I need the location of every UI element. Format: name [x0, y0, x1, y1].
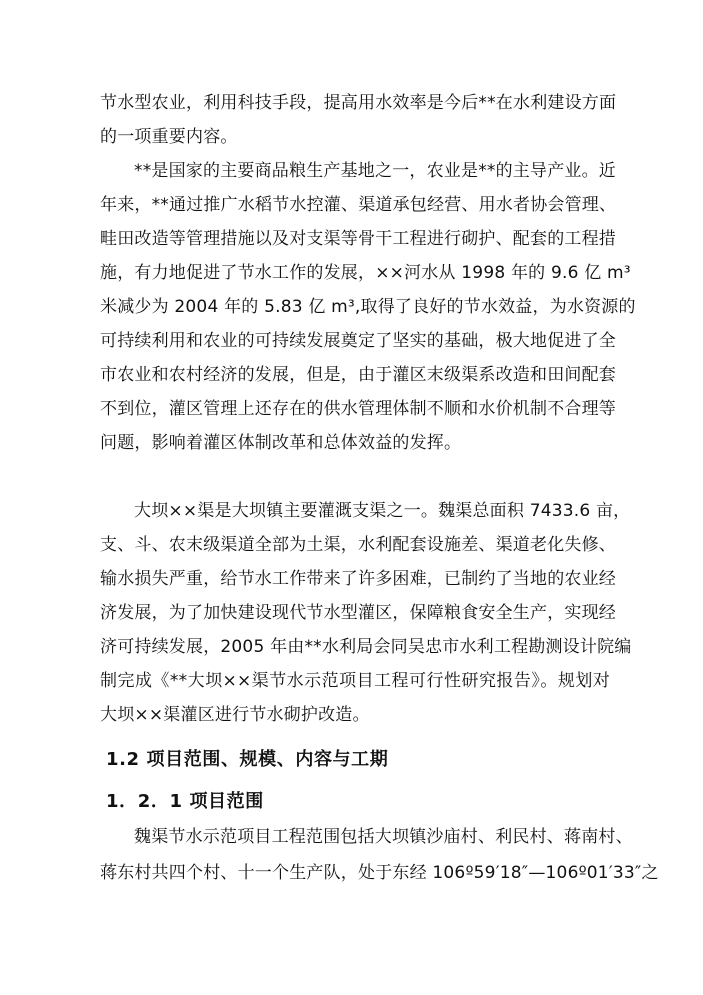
paragraph-line: 大坝××渠是大坝镇主要灌溉支渠之一。魏渠总面积 7433.6 亩，	[134, 501, 631, 521]
paragraph-line: 制完成《**大坝××渠节水示范项目工程可行性研究报告》。规划对	[100, 671, 610, 691]
paragraph-line: 大坝××渠灌区进行节水砌护改造。	[100, 705, 370, 725]
paragraph-line: 米减少为 2004 年的 5.83 亿 m³,取得了良好的节水效益，为水资源的	[100, 297, 636, 317]
paragraph-line: 蒋东村共四个村、十一个生产队，处于东经 106º59′18″—106º01′33″之	[100, 863, 659, 883]
paragraph-line: 节水型农业，利用科技手段，提高用水效率是今后**在水利建设方面	[100, 93, 617, 113]
paragraph-line: 魏渠节水示范项目工程范围包括大坝镇沙庙村、利民村、蒋南村、	[134, 827, 633, 847]
section-heading: 1.2 项目范围、规模、内容与工期	[106, 749, 389, 770]
paragraph-line: 济可持续发展，2005 年由**水利局会同吴忠市水利工程勘测设计院编	[100, 637, 632, 657]
paragraph-line: 施，有力地促进了节水工作的发展，××河水从 1998 年的 9.6 亿 m³	[100, 263, 631, 283]
paragraph-line: 支、斗、农末级渠道全部为土渠，水利配套设施差、渠道老化失修、	[100, 535, 616, 555]
paragraph-line: 济发展，为了加快建设现代节水型灌区，保障粮食安全生产，实现经	[100, 603, 616, 623]
paragraph-line: 市农业和农村经济的发展，但是，由于灌区末级渠系改造和田间配套	[100, 365, 616, 385]
paragraph-line: **是国家的主要商品粮生产基地之一，农业是**的主导产业。近	[134, 161, 616, 181]
paragraph-line: 年来，**通过推广水稻节水控灌、渠道承包经营、用水者协会管理、	[100, 195, 617, 215]
paragraph-line: 畦田改造等管理措施以及对支渠等骨干工程进行砌护、配套的工程措	[100, 229, 616, 249]
paragraph-line: 的一项重要内容。	[100, 127, 238, 147]
subsection-heading: 1．2．1 项目范围	[106, 791, 264, 812]
paragraph-line: 输水损失严重，给节水工作带来了许多困难，已制约了当地的农业经	[100, 569, 616, 589]
paragraph-line: 问题，影响着灌区体制改革和总体效益的发挥。	[100, 433, 462, 453]
paragraph-line: 不到位，灌区管理上还存在的供水管理体制不顺和水价机制不合理等	[100, 399, 616, 419]
paragraph-line: 可持续利用和农业的可持续发展奠定了坚实的基础，极大地促进了全	[100, 331, 616, 351]
